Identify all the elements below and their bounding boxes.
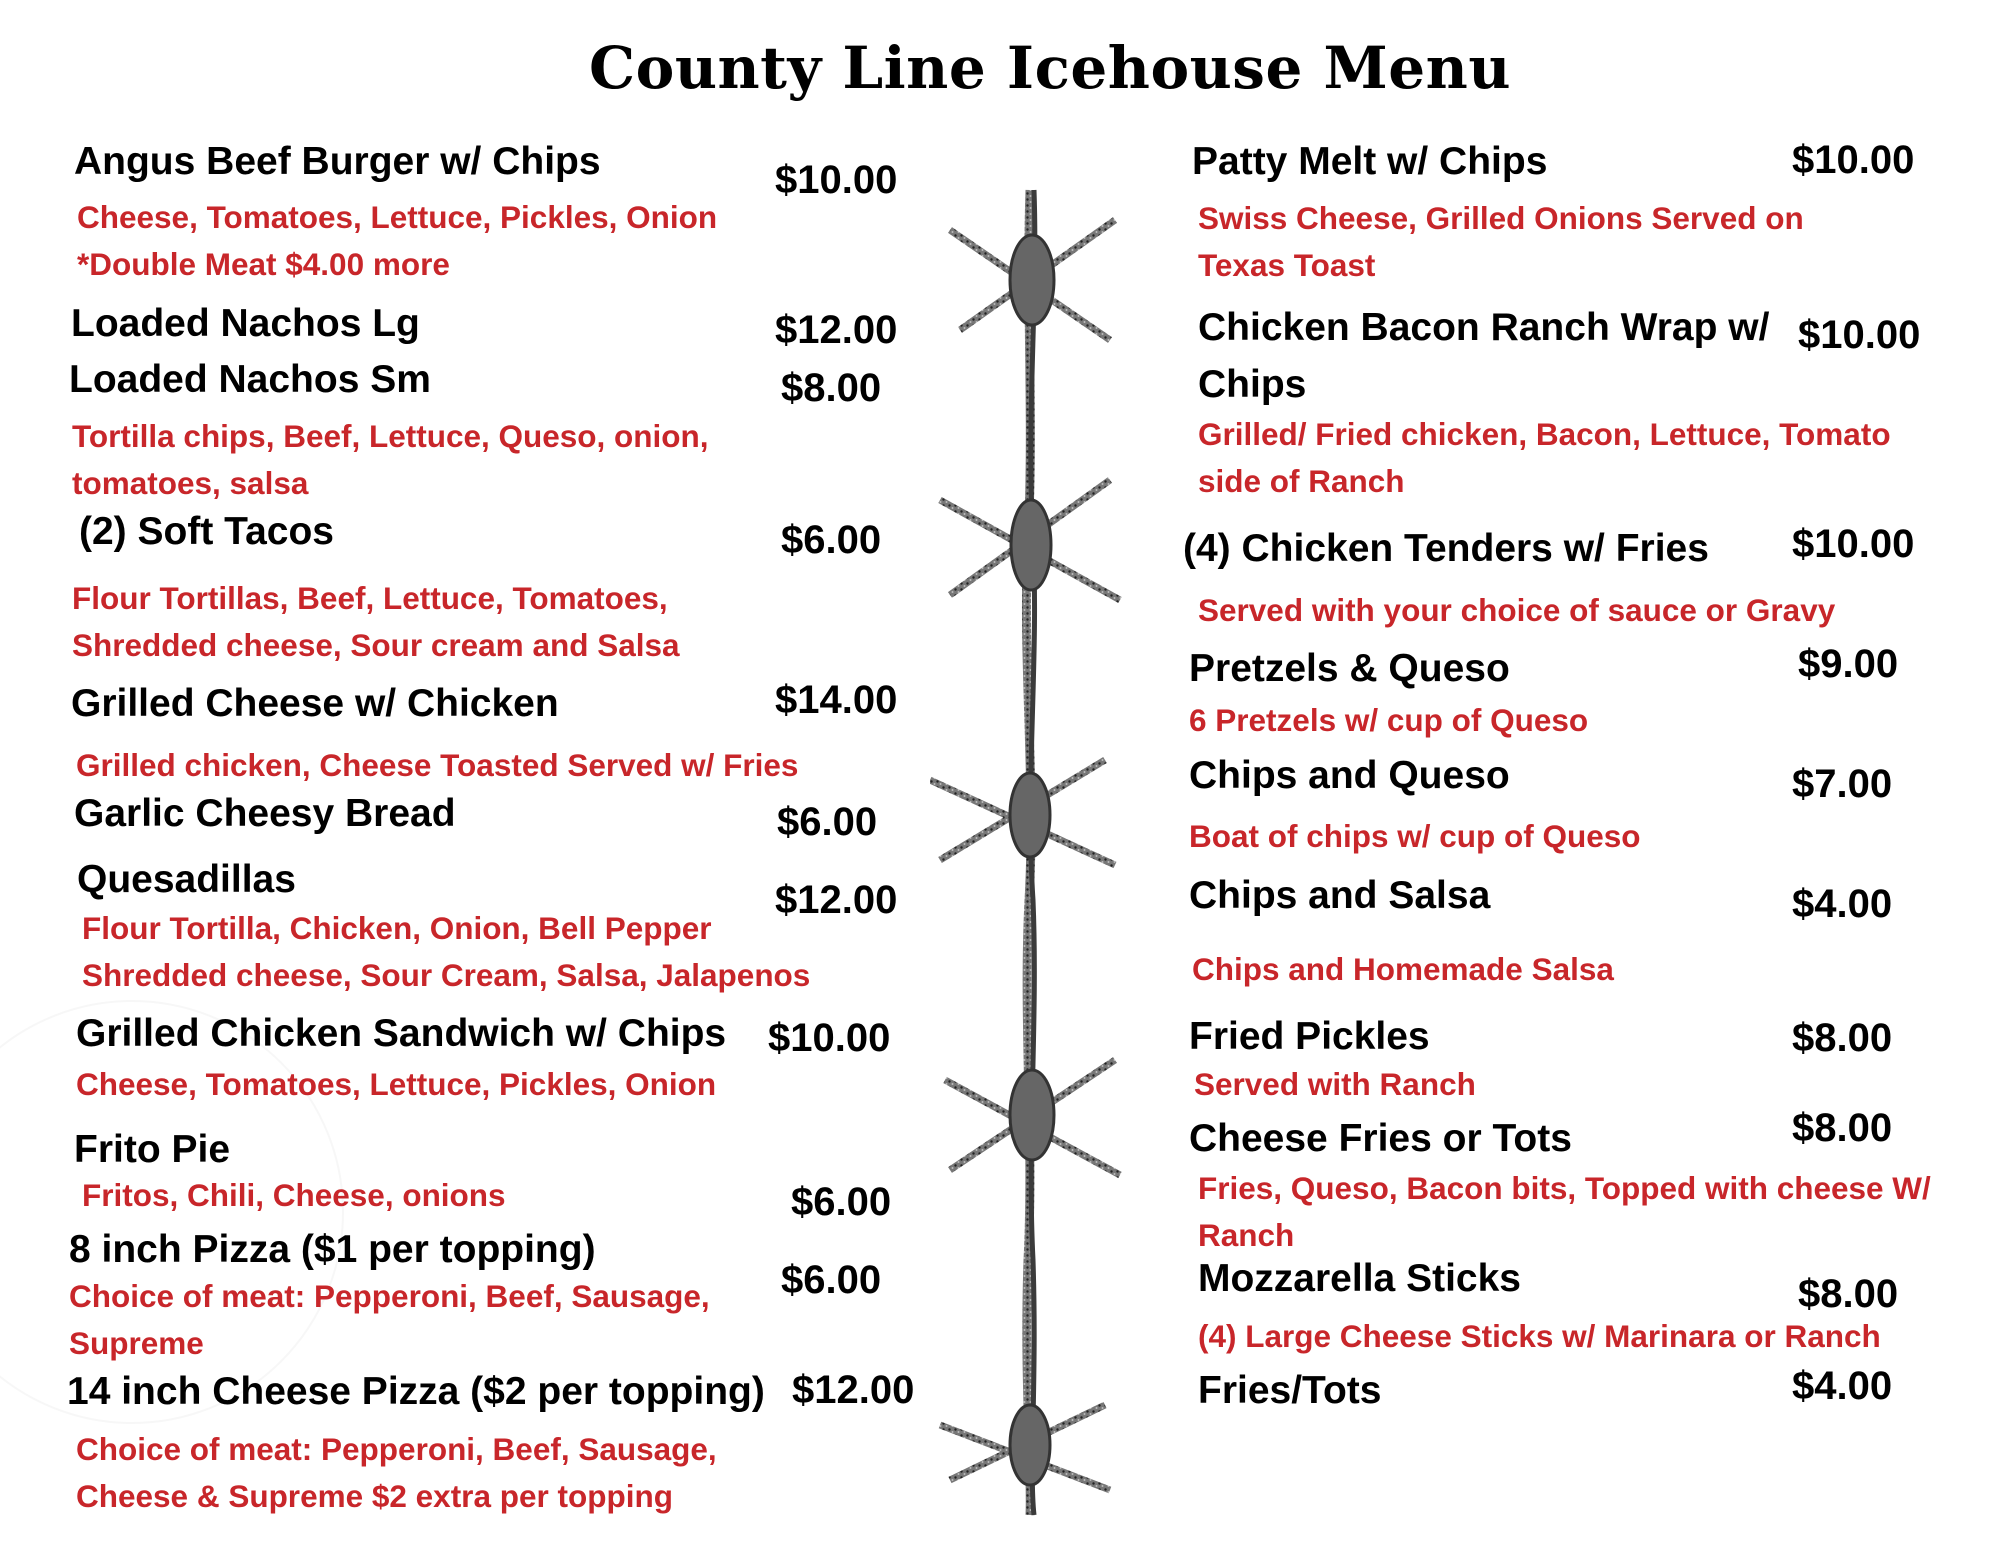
- menu-item-name: Frito Pie: [74, 1128, 231, 1171]
- menu-item-desc: Served with your choice of sauce or Gravy: [1198, 592, 1836, 628]
- menu-item-price: $10.00: [775, 158, 898, 202]
- menu-item-name: Chips and Salsa: [1189, 874, 1491, 917]
- menu-item-desc: Grilled chicken, Cheese Toasted Served w/ Fries: [76, 747, 799, 783]
- menu-item-name-continued: Chips: [1198, 363, 1307, 406]
- barbed-wire-divider: [930, 180, 1130, 1520]
- menu-item-desc: Cheese, Tomatoes, Lettuce, Pickles, Onion: [76, 1066, 717, 1102]
- menu-item-desc: Grilled/ Fried chicken, Bacon, Lettuce, Tomato: [1198, 416, 1891, 452]
- menu-item-desc: Served with Ranch: [1194, 1066, 1476, 1102]
- menu-item-price: $12.00: [775, 878, 898, 922]
- menu-item-desc: Swiss Cheese, Grilled Onions Served on: [1198, 200, 1804, 236]
- menu-item-desc: Cheese, Tomatoes, Lettuce, Pickles, Onion: [77, 199, 718, 235]
- menu-title: County Line Icehouse Menu: [588, 34, 1511, 102]
- menu-item-name: Chicken Bacon Ranch Wrap w/: [1198, 306, 1770, 349]
- menu-item-price: $6.00: [781, 1258, 882, 1302]
- menu-item-price: $10.00: [1798, 313, 1921, 357]
- menu-item-desc: 6 Pretzels w/ cup of Queso: [1189, 702, 1589, 738]
- menu-item-desc: Fries, Queso, Bacon bits, Topped with cheese W/: [1198, 1170, 1931, 1206]
- menu-item-price: $4.00: [1792, 1364, 1893, 1408]
- menu-item-name: Patty Melt w/ Chips: [1192, 140, 1548, 183]
- menu-item-name: Grilled Cheese w/ Chicken: [71, 682, 559, 725]
- menu-item-name: Angus Beef Burger w/ Chips: [74, 140, 601, 183]
- menu-item-name: Fries/Tots: [1198, 1369, 1382, 1412]
- menu-item-name: Cheese Fries or Tots: [1189, 1117, 1572, 1160]
- menu-item-desc: Choice of meat: Pepperoni, Beef, Sausage,: [76, 1431, 717, 1467]
- menu-item-desc: tomatoes, salsa: [72, 465, 309, 501]
- barb-4: [945, 1060, 1120, 1175]
- menu-item-name: Pretzels & Queso: [1189, 647, 1510, 690]
- menu-item-name: Mozzarella Sticks: [1198, 1257, 1521, 1300]
- menu-item-desc: Boat of chips w/ cup of Queso: [1189, 818, 1641, 854]
- menu-item-price: $12.00: [775, 308, 898, 352]
- menu-item-desc: Shredded cheese, Sour Cream, Salsa, Jalapenos: [82, 957, 811, 993]
- menu-item-desc: (4) Large Cheese Sticks w/ Marinara or Ranch: [1198, 1318, 1881, 1354]
- menu-item-desc: Shredded cheese, Sour cream and Salsa: [72, 627, 680, 663]
- menu-item-desc: side of Ranch: [1198, 463, 1405, 499]
- menu-item-price: $8.00: [1792, 1106, 1893, 1150]
- menu-item-desc: *Double Meat $4.00 more: [77, 246, 450, 282]
- barb-3: [930, 760, 1115, 865]
- menu-item-name: Quesadillas: [77, 858, 296, 901]
- menu-item-price: $10.00: [1792, 138, 1915, 182]
- menu-item-desc: Flour Tortillas, Beef, Lettuce, Tomatoes,: [72, 580, 668, 616]
- menu-item-desc: Supreme: [69, 1325, 204, 1361]
- menu-item-price: $6.00: [781, 518, 882, 562]
- menu-item-desc: Choice of meat: Pepperoni, Beef, Sausage,: [69, 1278, 710, 1314]
- menu-item-name: Grilled Chicken Sandwich w/ Chips: [76, 1012, 727, 1055]
- menu-item-price: $9.00: [1798, 642, 1899, 686]
- menu-item-name: (4) Chicken Tenders w/ Fries: [1183, 527, 1709, 570]
- menu-item-price: $4.00: [1792, 882, 1893, 926]
- menu-item-name: Garlic Cheesy Bread: [74, 792, 456, 835]
- barb-5: [940, 1405, 1110, 1490]
- menu-item-price: $10.00: [768, 1016, 891, 1060]
- menu-item-price: $7.00: [1792, 762, 1893, 806]
- menu-item-price: $8.00: [781, 366, 882, 410]
- menu-item-desc: Flour Tortilla, Chicken, Onion, Bell Pepper: [82, 910, 712, 946]
- menu-item-price: $6.00: [791, 1180, 892, 1224]
- menu-item-name: Chips and Queso: [1189, 754, 1510, 797]
- menu-item-name: Fried Pickles: [1189, 1015, 1430, 1058]
- menu-item-price: $8.00: [1798, 1272, 1899, 1316]
- menu-item-desc: Tortilla chips, Beef, Lettuce, Queso, onion,: [72, 418, 709, 454]
- menu-item-name: 8 inch Pizza ($1 per topping): [69, 1228, 596, 1271]
- menu-item-price: $14.00: [775, 678, 898, 722]
- menu-item-desc: Chips and Homemade Salsa: [1192, 951, 1614, 987]
- menu-item-name: (2) Soft Tacos: [79, 510, 334, 553]
- menu-item-desc: Cheese & Supreme $2 extra per topping: [76, 1478, 673, 1514]
- menu-item-desc: Fritos, Chili, Cheese, onions: [82, 1177, 506, 1213]
- barb-1: [950, 220, 1115, 340]
- menu-item-price: $6.00: [777, 800, 878, 844]
- menu-item-price: $8.00: [1792, 1016, 1893, 1060]
- menu-item-price: $12.00: [792, 1368, 915, 1412]
- menu-item-name: Loaded Nachos Lg: [71, 302, 420, 345]
- menu-item-name: 14 inch Cheese Pizza ($2 per topping): [67, 1370, 765, 1413]
- menu-item-desc: Ranch: [1198, 1217, 1295, 1253]
- menu-item-name: Loaded Nachos Sm: [69, 358, 431, 401]
- menu-item-price: $10.00: [1792, 522, 1915, 566]
- menu-item-desc: Texas Toast: [1198, 247, 1376, 283]
